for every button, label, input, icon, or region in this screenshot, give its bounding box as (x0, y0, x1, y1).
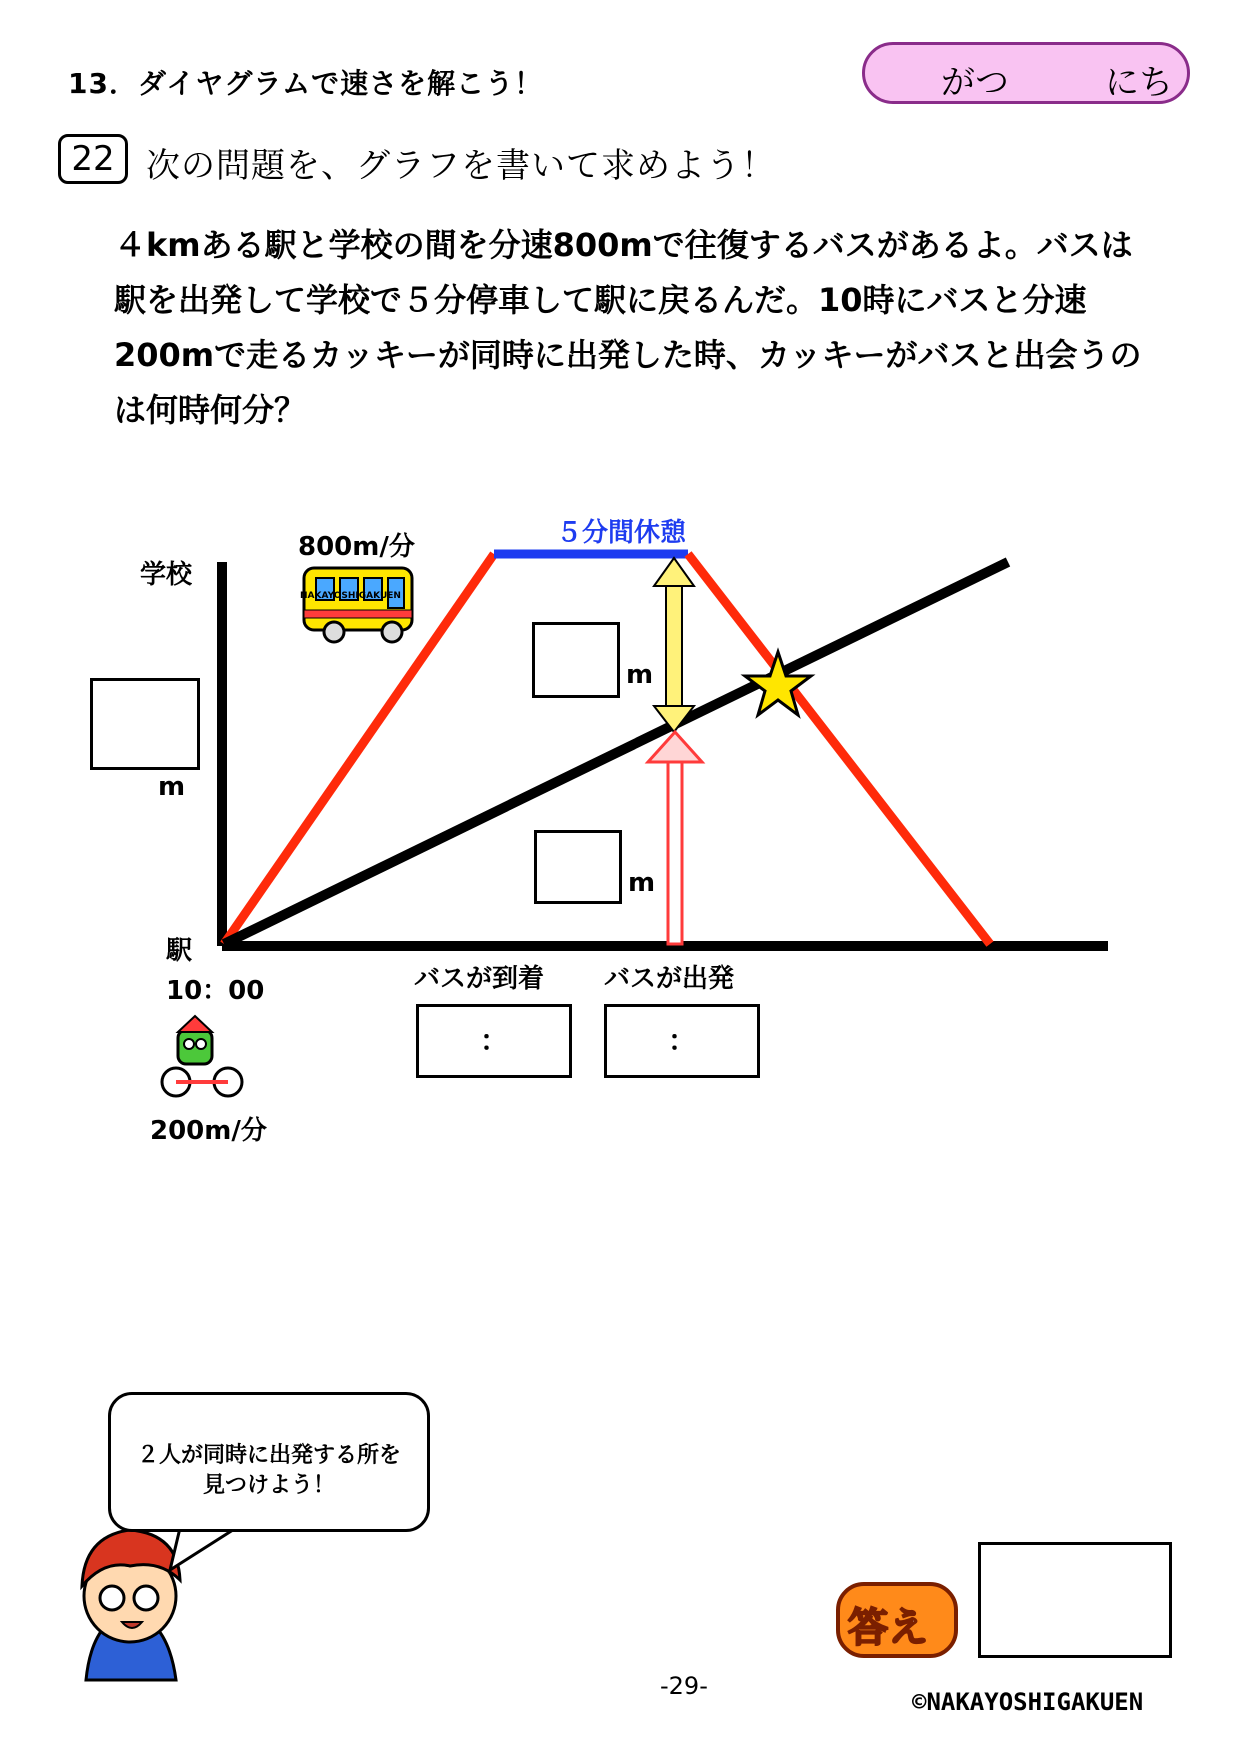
speech-bubble (108, 1392, 430, 1532)
bus-sign: NAKAYOSHIGAKUEN (300, 591, 401, 601)
day-label: にち (1105, 63, 1173, 103)
bus-line-return (688, 554, 990, 944)
unit-m-bike: m (628, 868, 656, 898)
bus-arrive-label: バスが到着 (414, 964, 545, 994)
question-number: 22 (58, 134, 128, 184)
rise-arrow (648, 732, 702, 944)
distance-box-total[interactable] (90, 678, 200, 770)
speech-bubble-tail (170, 1528, 236, 1570)
unit-m-gap: m (626, 660, 654, 690)
bike-speed-label: 200m/分 (150, 1116, 267, 1146)
bus-icon (304, 568, 412, 642)
y-axis-top-label: 学校 (140, 560, 193, 590)
gap-arrow (654, 558, 694, 732)
rest-label: ５分間休憩 (556, 518, 687, 548)
worksheet-title: 13．ダイヤグラムで速さを解こう！ (68, 67, 544, 100)
month-label: がつ (941, 63, 1009, 103)
y-axis-bottom-label: 駅 (166, 936, 193, 966)
distance-box-gap[interactable] (532, 622, 620, 698)
speech-line-1: ２人が同時に出発する所を (136, 1443, 401, 1468)
problem-text: ４kmある駅と学校の間を分速800mで往復するバスがあるよ。バスは駅を出発して学校で５分停車して駅に戻るんだ。10時にバスと分速200mで走るカッキーが同時に出発した時、カッキーがバスと出会うのは何時何分？ (114, 226, 1142, 429)
bike-rider-icon (162, 1016, 242, 1096)
speech-line-2: 見つけよう！ (202, 1473, 335, 1498)
answer-label: 答え (848, 1605, 928, 1651)
bus-speed-label: 800m/分 (298, 532, 415, 562)
arrive-time-box[interactable]: ： (416, 1004, 572, 1078)
distance-box-bike[interactable] (534, 830, 622, 904)
instruction: 次の問題を、グラフを書いて求めよう！ (146, 146, 776, 186)
unit-m-total: m (158, 772, 186, 802)
page-number: -29- (660, 1672, 708, 1700)
bus-depart-label: バスが出発 (604, 964, 735, 994)
copyright: ©NAKAYOSHIGAKUEN (912, 1688, 1144, 1716)
boy-character-icon (82, 1530, 180, 1680)
answer-box[interactable] (978, 1542, 1172, 1658)
depart-time-box[interactable]: ： (604, 1004, 760, 1078)
start-time-label: 10：00 (166, 976, 265, 1006)
